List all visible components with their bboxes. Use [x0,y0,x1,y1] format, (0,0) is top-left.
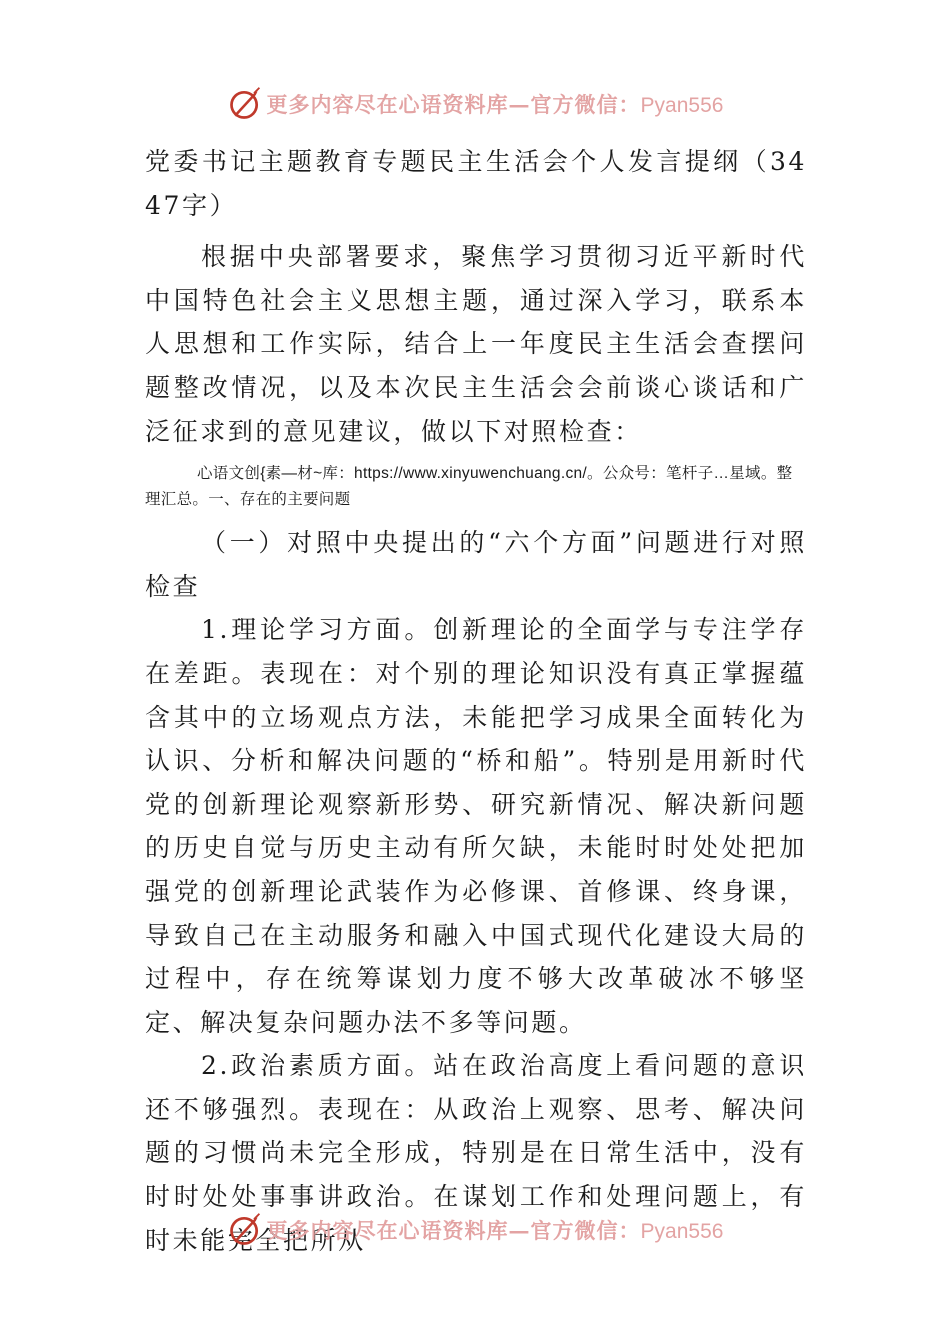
quill-pen-logo-icon [227,1212,263,1248]
item-1-theory-study: 1.理论学习方面。创新理论的全面学与专注学存在差距。表现在：对个别的理论知识没有真正掌握蕴含其中的立场观点方法，未能把学习成果全面转化为认识、分析和解决问题的“桥和船”。特别是用新时代党的创新理论观察新形势、研究新情况、解决新问题的历史自觉与历史主动有所欠缺，未能时时处处把加强党的创新理论武装作为必修课、首修课、终身课，导致自己在主动服务和融入中国式现代化建设大局的过程中，存在统筹谋划力度不够大改革破冰不够坚定、解决复杂问题办法不多等问题。 [145,615,807,1037]
intro-paragraph: 根据中央部署要求，聚焦学习贯彻习近平新时代中国特色社会主义思想主题，通过深入学习，联系本人思想和工作实际，结合上一年度民主生活会查摆问题整改情况，以及本次民主生活会会前谈心谈话和广泛征求到的意见建议，做以下对照检查： [145,242,807,446]
header-banner [0,82,950,126]
item-2-political-quality: 2.政治素质方面。站在政治高度上看问题的意识还不够强烈。表现在：从政治上观察、思考、解决问题的习惯尚未完全形成，特别是在日常生活中，没有时时处处事事讲政治。在谋划工作和处理问题上，有时未能完全把所从 [145,1051,807,1255]
footer-banner [0,1208,950,1252]
document-title: 党委书记主题教育专题民主生活会个人发言提纲（3447字） [145,147,807,220]
source-note: 心语文创{素—材~库：https://www.xinyuwenchuang.cn/。公众号：笔杆子…星域。整理汇总。一、存在的主要问题 [145,465,793,509]
footer-wechat-id: Pyan556 [640,1220,724,1243]
header-wechat-id: Pyan556 [640,94,724,117]
footer-banner-text: 更多内容尽在心语资料库—官方微信：Pyan556 [266,1218,724,1243]
section-heading: （一）对照中央提出的“六个方面”问题进行对照检查 [145,528,807,601]
quill-pen-logo-icon [227,86,263,122]
document-body [145,140,807,1262]
header-banner-text: 更多内容尽在心语资料库—官方微信：Pyan556 [266,92,724,117]
